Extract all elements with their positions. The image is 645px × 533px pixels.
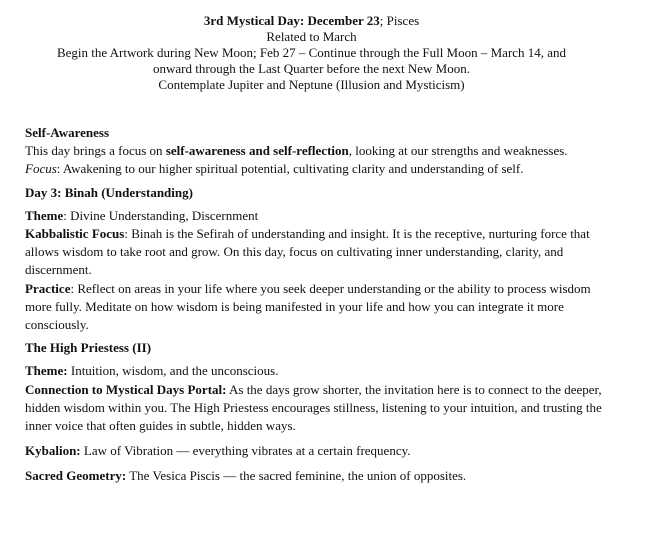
header-related: Related to March (266, 29, 357, 44)
kybalion-line (25, 442, 605, 460)
geometry-line (25, 467, 605, 485)
portal-text: As the days grow shorter, the invitation here is to connect to the deeper, hidden wisdom within you. The High Priestess encourages stillness, listening to your intuition, and trusting the inner voice that often guides in subtle, hidden ways. (25, 381, 602, 434)
geometry-label: Sacred Geometry: (25, 468, 127, 484)
header-contemplate-line: Contemplate Jupiter and Neptune (Illusion and Mysticism) (158, 77, 465, 92)
kabbalistic-text: : Binah is the Sefirah of understanding and insight. It is the receptive, nurturing force that allows wisdom to take root and grow. On this day, focus on cultivating inner understanding, clarity, and discernment. (25, 226, 590, 278)
priestess-theme (25, 362, 605, 380)
document-header (20, 13, 603, 93)
kybalion-section (25, 442, 605, 460)
self-awareness-heading-text: Self-Awareness (25, 125, 110, 140)
portal-label: Connection to Mystical Days Portal: (25, 381, 227, 397)
priestess-section (25, 339, 605, 435)
focus-label: Focus (25, 161, 57, 177)
self-awareness-text-bold: self-awareness and self-reflection (165, 143, 349, 159)
day3-heading (25, 184, 605, 202)
kabbalistic-label: Kabbalistic Focus (25, 226, 125, 242)
practice-text: : Reflect on areas in your life where you seek deeper understanding or the ability to process wisdom more fully. Meditate on how wisdom is being manifested in your life and how you can integrate it more consciously. (25, 280, 591, 333)
priestess-theme-text: Intuition, wisdom, and the unconscious. (67, 363, 279, 379)
header-title-bold: 3rd Mystical Day: December 23 (203, 13, 380, 28)
geometry-section (25, 467, 605, 485)
self-awareness-text-pre: This day brings a focus on (25, 143, 166, 159)
day3-kabbalistic (25, 225, 605, 280)
document-body (25, 124, 605, 486)
practice-label: Practice (25, 280, 71, 296)
day3-practice (25, 280, 605, 335)
self-awareness-paragraph (25, 142, 605, 160)
day3-theme-label: Theme (25, 207, 64, 223)
kybalion-text: Law of Vibration — everything vibrates at a certain frequency. (80, 443, 411, 459)
priestess-portal (25, 381, 605, 436)
header-title-rest: ; Pisces (379, 13, 420, 28)
day3-theme (25, 207, 605, 225)
priestess-heading-text: The High Priestess (II) (25, 340, 152, 356)
header-artwork-line: Begin the Artwork during New Moon; Feb 27 – Continue through the Full Moon – March 14, and (56, 45, 567, 60)
header-title (20, 13, 603, 29)
self-awareness-heading (25, 124, 605, 142)
self-awareness-focus (25, 160, 605, 178)
day3-theme-text: : Divine Understanding, Discernment (63, 207, 259, 223)
self-awareness-text-post: , looking at our strengths and weaknesses. (348, 143, 568, 159)
focus-text: : Awakening to our higher spiritual potential, cultivating clarity and understanding of self. (56, 161, 524, 177)
day3-heading-text: Day 3: Binah (Understanding) (25, 184, 193, 200)
priestess-theme-label: Theme: (25, 363, 68, 379)
day3-section (25, 184, 605, 335)
header-onward-line: onward through the Last Quarter before the next New Moon. (153, 61, 470, 76)
kybalion-label: Kybalion: (25, 443, 81, 459)
self-awareness-section (25, 124, 605, 179)
geometry-text: The Vesica Piscis — the sacred feminine, the union of opposites. (126, 468, 467, 484)
priestess-heading (25, 339, 605, 357)
